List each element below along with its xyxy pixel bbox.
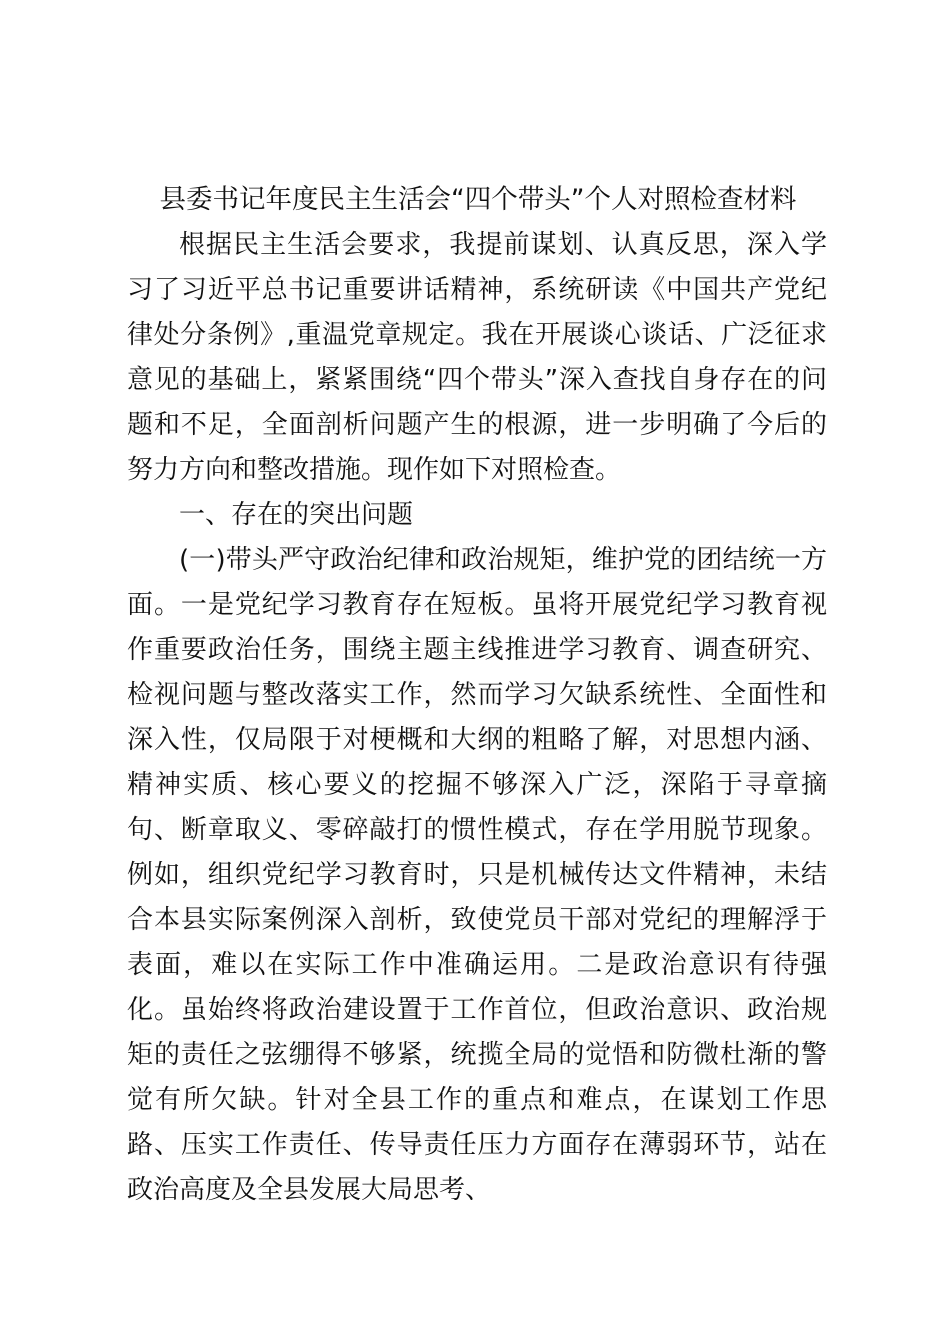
intro-paragraph: 根据民主生活会要求，我提前谋划、认真反思，深入学习了习近平总书记重要讲话精神，系统研读《中国共产党纪律处分条例》,重温党章规定。我在开展谈心谈话、广泛征求意见的基础上，紧紧围绕“四个带头”深入查找自身存在的问题和不足，全面剖析问题产生的根源，进一步明确了今后的努力方向和整改措施。现作如下对照检查。: [127, 230, 827, 485]
section-heading: 一、存在的突出问题: [179, 500, 414, 530]
document-title: 县委书记年度民主生活会“四个带头”个人对照检查材料: [159, 184, 797, 215]
body-paragraph: (一)带头严守政治纪律和政治规矩，维护党的团结统一方面。一是党纪学习教育存在短板。虽将开展党纪学习教育视作重要政治任务，围绕主题主线推进学习教育、调查研究、检视问题与整改落实工作，然而学习欠缺系统性、全面性和深入性，仅局限于对梗概和大纲的粗略了解，对思想内涵、精神实质、核心要义的挖掘不够深入广泛，深陷于寻章摘句、断章取义、零碎敲打的惯性模式，存在学用脱节现象。例如，组织党纪学习教育时，只是机械传达文件精神，未结合本县实际案例深入剖析，致使党员干部对党纪的理解浮于表面，难以在实际工作中准确运用。二是政治意识有待强化。虽始终将政治建设置于工作首位，但政治意识、政治规矩的责任之弦绷得不够紧，统揽全局的觉悟和防微杜渐的警觉有所欠缺。针对全县工作的重点和难点，在谋划工作思路、压实工作责任、传导责任压力方面存在薄弱环节，站在政治高度及全县发展大局思考、: [127, 545, 827, 1205]
document-body: [127, 223, 827, 1213]
